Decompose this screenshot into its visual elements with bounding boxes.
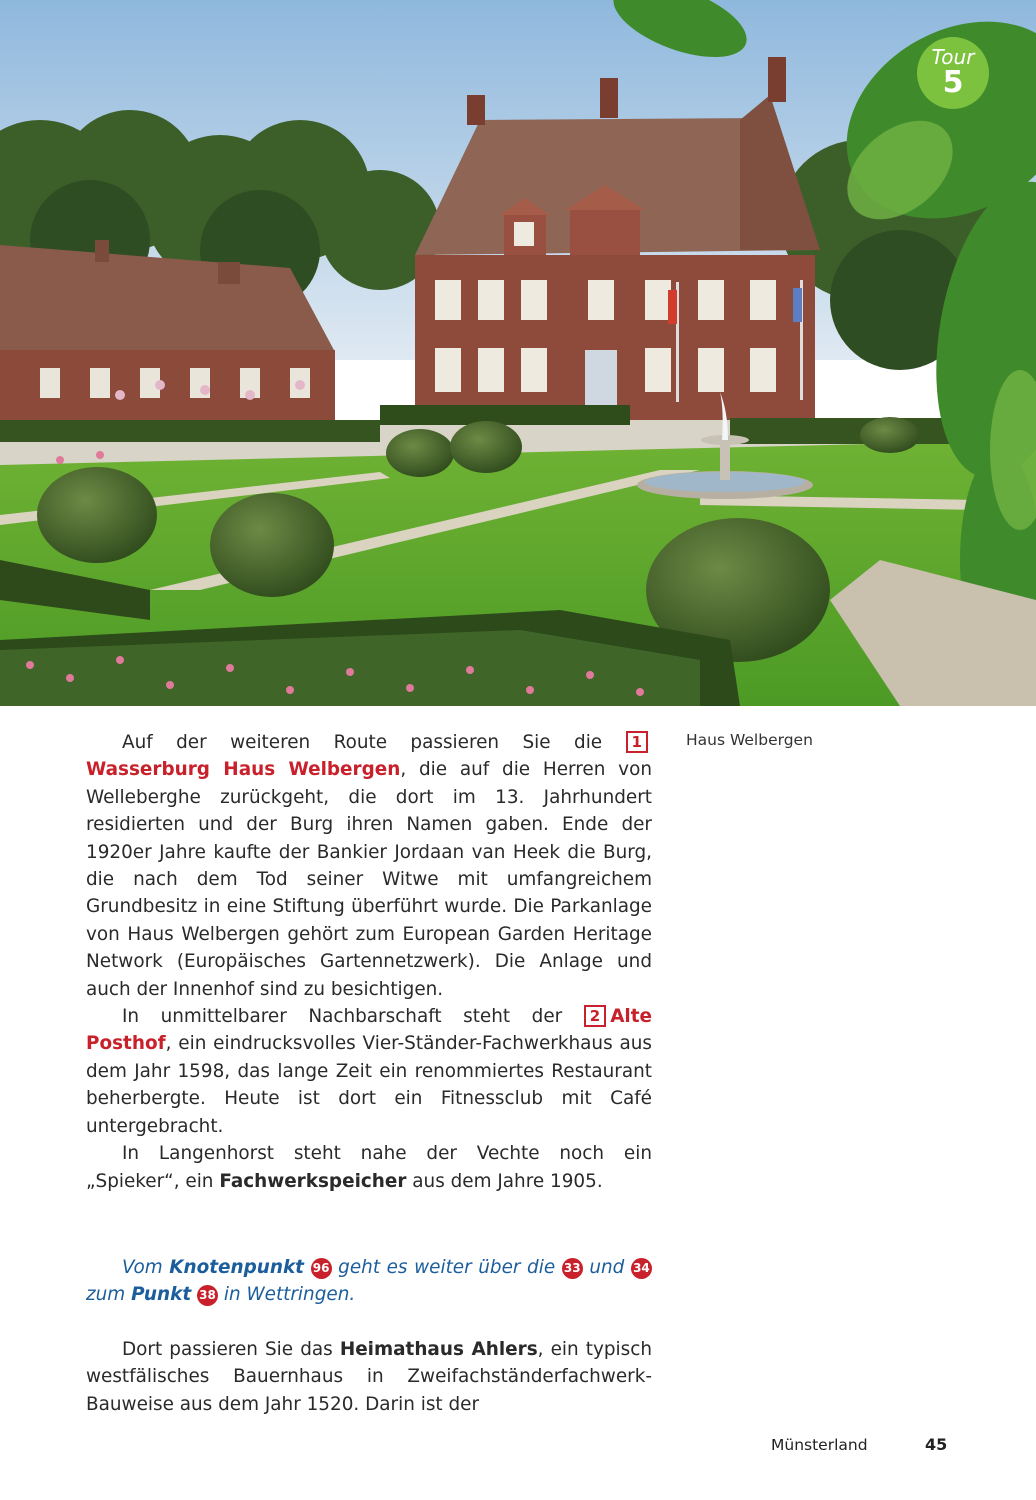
route-text-c: und bbox=[589, 1257, 625, 1278]
castle-garden-illustration bbox=[0, 0, 1036, 706]
para4-text-b: , ein typisch westfälisches Bauernhaus in Zweifachständerfachwerk-Bauweise aus dem Jahr 1520. Darin ist der bbox=[86, 1339, 652, 1415]
para4-text-a: Dort passieren Sie das bbox=[122, 1339, 333, 1360]
body-text-block-2 bbox=[86, 1336, 652, 1418]
knotenpunkt-badge-34: 34 bbox=[631, 1258, 652, 1279]
para2-text-b: , ein eindrucksvolles Vier-Ständer-Fachwerkhaus aus dem Jahr 1598, das lange Zeit ein renommiertes Restaurant beherbergte. Heute ist dort ein Fitnessclub mit Café untergebracht. bbox=[86, 1033, 652, 1137]
route-bold-punkt: Punkt bbox=[131, 1284, 192, 1306]
photo-caption: Haus Welbergen bbox=[686, 731, 813, 749]
route-text-e: in Wettringen. bbox=[223, 1284, 356, 1306]
hero-photo-haus-welbergen bbox=[0, 0, 1036, 706]
paragraph-heimathaus bbox=[86, 1336, 652, 1418]
knotenpunkt-badge-38: 38 bbox=[197, 1285, 218, 1306]
para1-text-a: Auf der weiteren Route passieren Sie die bbox=[122, 732, 603, 753]
poi-number-2: 2 bbox=[584, 1005, 606, 1027]
para1-text-b: , die auf die Herren von Welleberghe zurückgeht, die dort im 13. Jahrhundert residierten und der Burg ihren Namen gaben. Ende der 1920er Jahre kaufte der Bankier Jordaan van Heek die Burg, die nach dem Tod seiner Witwe mit umfangreichem Grundbesitz in eine Stiftung überführt wurde. Die Parkanlage von Haus Welbergen gehört zum European Garden Heritage Network (Europäisches Gartennetzwerk). Die Anlage und auch der Innenhof sind zu besichtigen. bbox=[86, 759, 652, 1000]
page-number: 45 bbox=[925, 1435, 948, 1454]
poi-name-wasserburg: Wasserburg Haus Welbergen bbox=[86, 759, 401, 781]
tour-badge-label: Tour bbox=[931, 44, 975, 69]
route-bold-knotenpunkt: Knotenpunkt bbox=[169, 1257, 304, 1278]
para4-bold: Heimathaus Ahlers bbox=[339, 1339, 538, 1360]
route-instruction bbox=[86, 1254, 652, 1309]
paragraph-spieker bbox=[86, 1140, 652, 1195]
knotenpunkt-badge-96: 96 bbox=[311, 1258, 332, 1279]
route-text-d: zum bbox=[86, 1284, 126, 1306]
route-paragraph bbox=[86, 1254, 652, 1309]
para3-bold: Fachwerkspeicher bbox=[219, 1170, 407, 1192]
poi-number-1: 1 bbox=[626, 731, 648, 753]
route-text-a: Vom bbox=[122, 1257, 163, 1278]
paragraph-posthof bbox=[86, 1003, 652, 1140]
body-text-block-1 bbox=[86, 729, 652, 1195]
para3-text-b: aus dem Jahre 1905. bbox=[412, 1170, 603, 1192]
knotenpunkt-badge-33: 33 bbox=[562, 1258, 583, 1279]
tour-badge bbox=[917, 37, 989, 109]
footer-region: Münsterland bbox=[771, 1436, 868, 1454]
tour-badge-number: 5 bbox=[942, 64, 964, 100]
para2-text-a: In unmittelbarer Nachbarschaft steht der bbox=[122, 1006, 563, 1028]
route-text-b: geht es weiter über die bbox=[338, 1257, 556, 1278]
paragraph-wasserburg bbox=[86, 729, 652, 1003]
poi-name-posthof: Alte Posthof bbox=[86, 1006, 652, 1055]
para3-text-a: In Langenhorst steht nahe der Vechte noch ein „Spieker“, ein bbox=[86, 1143, 652, 1192]
